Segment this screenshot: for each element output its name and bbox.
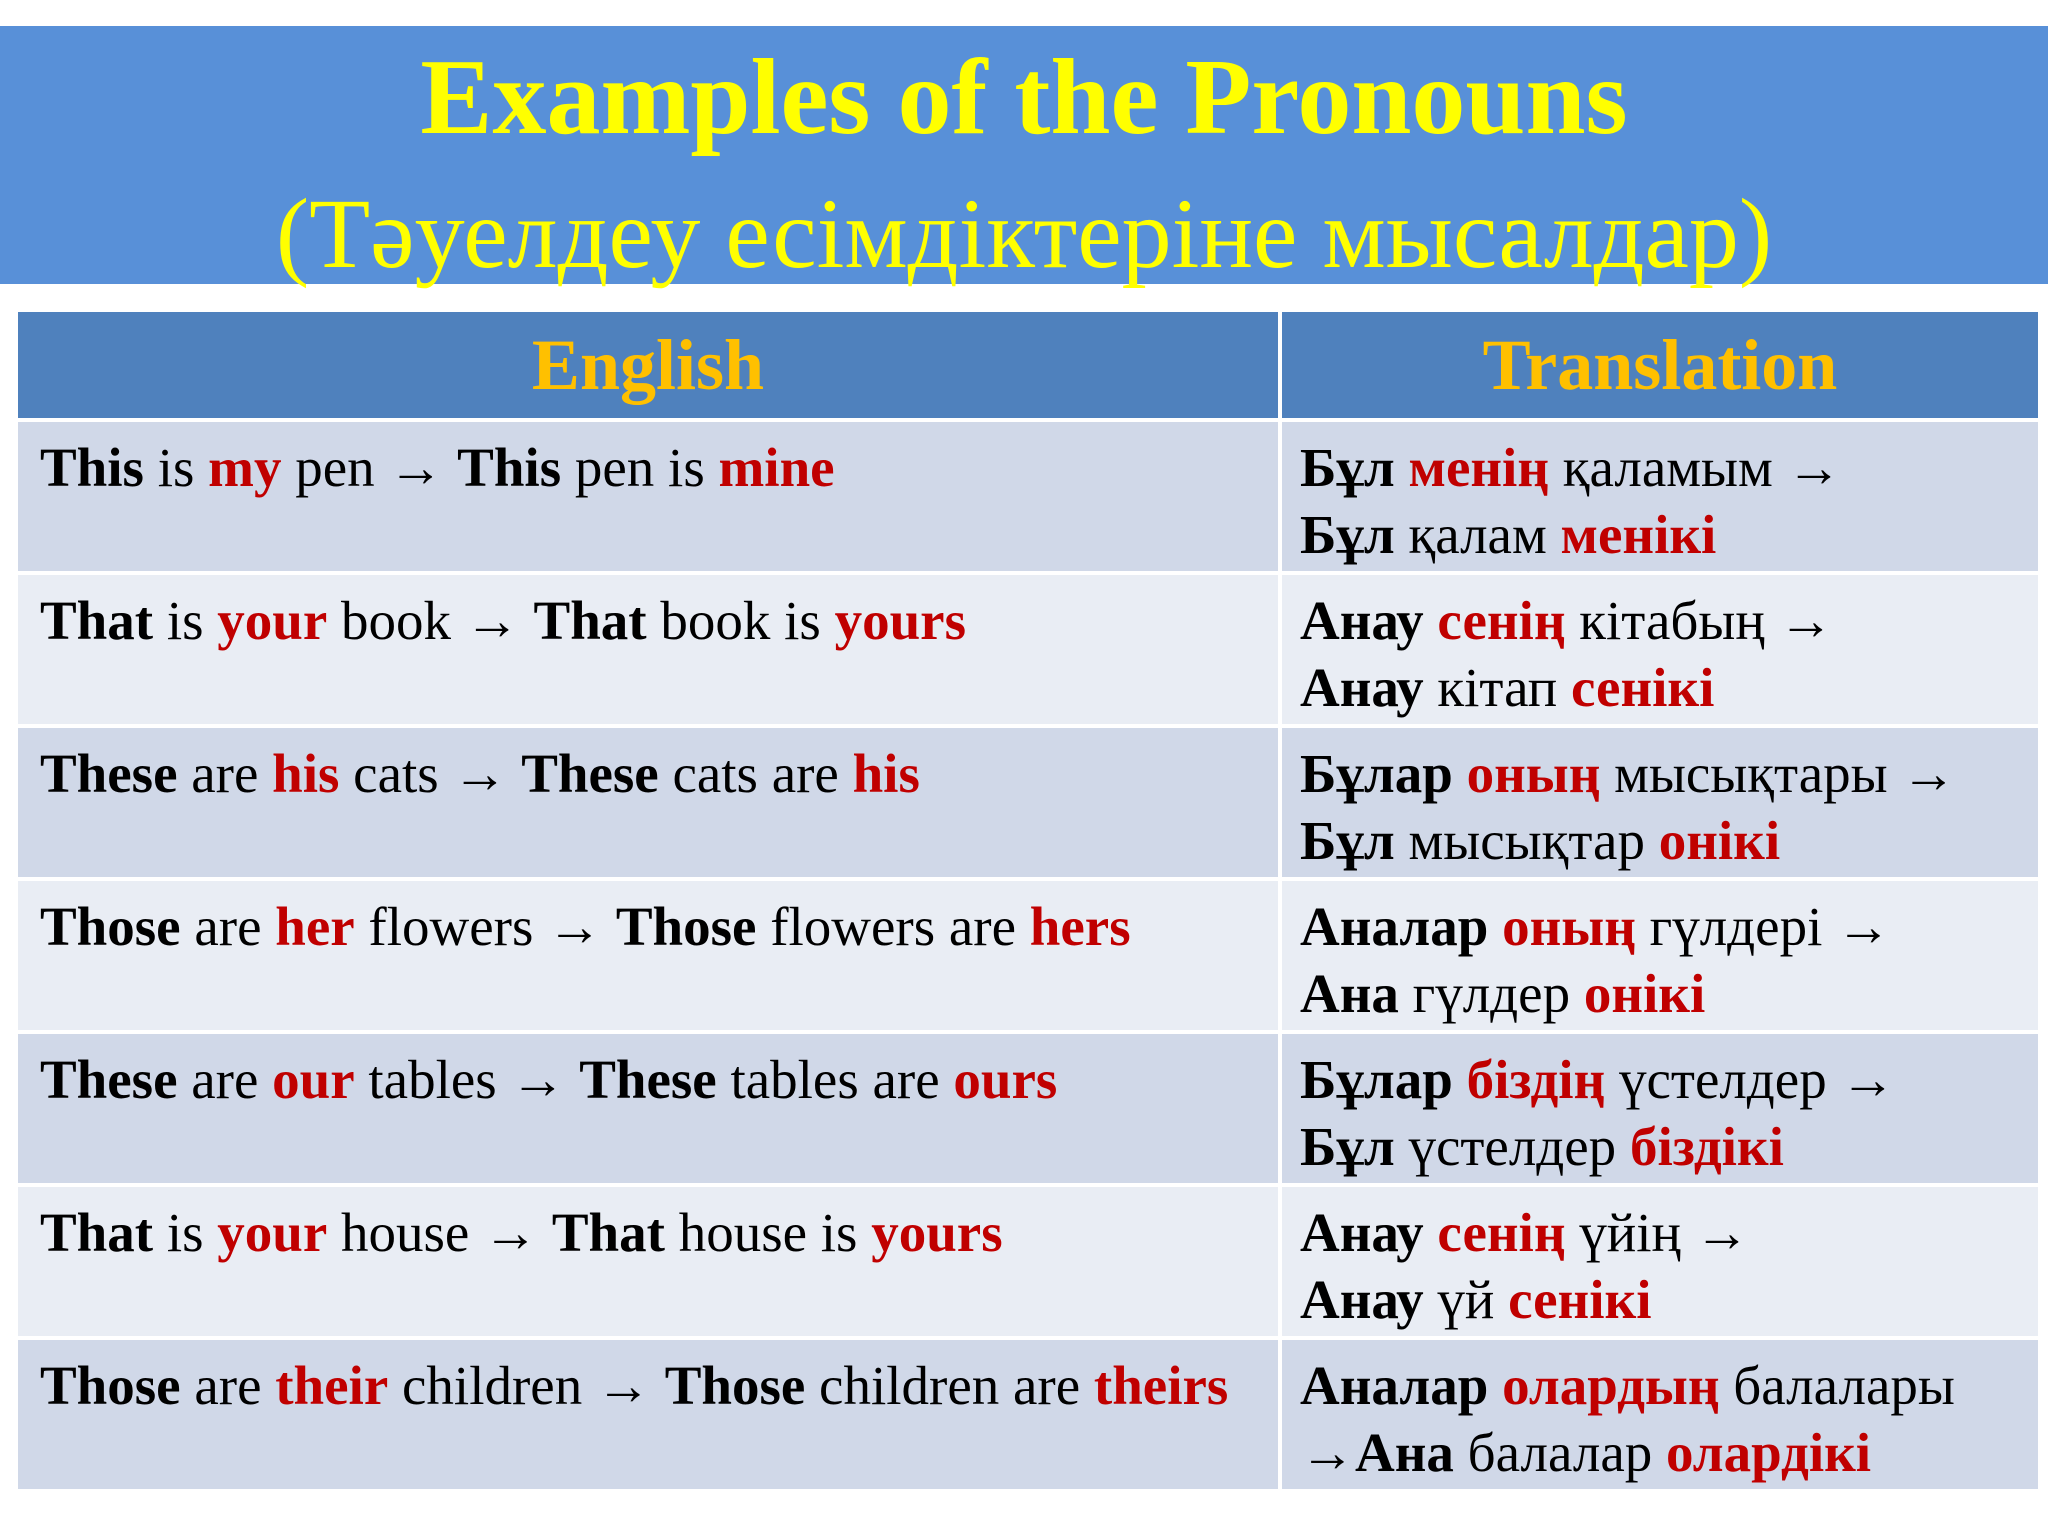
english-sentence <box>18 881 1278 960</box>
text-segment <box>1424 1202 1438 1263</box>
slide-subtitle: (Тәуелдеу есімдіктеріне мысалдар) <box>275 178 1773 289</box>
text-segment: → <box>388 437 458 498</box>
text-segment: балалары <box>1719 1355 1955 1416</box>
text-segment: are <box>180 896 276 957</box>
pronoun-highlight: олардікі <box>1666 1422 1872 1483</box>
translation-line <box>1300 893 2038 960</box>
translation-line <box>1300 501 2038 568</box>
bold-word: Ана <box>1355 1422 1454 1483</box>
text-segment: кітабың → <box>1565 590 1834 651</box>
text-segment: cats are <box>658 743 853 804</box>
translation-text <box>1282 1340 2038 1486</box>
english-cell <box>16 726 1280 879</box>
pronoun-highlight: mine <box>718 437 835 498</box>
text-segment: қаламым → <box>1549 437 1842 498</box>
english-cell <box>16 1338 1280 1491</box>
pronoun-highlight: оның <box>1502 896 1636 957</box>
text-segment: tables are <box>716 1049 954 1110</box>
translation-cell <box>1280 726 2040 879</box>
pronoun-highlight: сенікі <box>1508 1269 1652 1330</box>
pronoun-highlight: yours <box>834 590 966 651</box>
bold-word: Аналар <box>1300 1355 1489 1416</box>
pronoun-highlight: сенің <box>1437 590 1566 651</box>
text-segment: үстелдер <box>1394 1116 1630 1177</box>
english-sentence <box>18 1187 1278 1266</box>
english-cell <box>16 420 1280 573</box>
pronoun-highlight: сенікі <box>1570 657 1715 718</box>
translation-text <box>1282 422 2038 568</box>
text-segment: мысықтар <box>1394 810 1659 871</box>
text-segment: үйің → <box>1565 1202 1750 1263</box>
pronoun-highlight: their <box>275 1355 389 1416</box>
translation-cell <box>1280 573 2040 726</box>
bold-word: Бұл <box>1300 504 1395 565</box>
text-segment: кітап <box>1423 657 1571 718</box>
table-row <box>16 1032 2040 1185</box>
text-segment: → <box>452 743 522 804</box>
english-cell <box>16 1185 1280 1338</box>
text-segment: children are <box>805 1355 1094 1416</box>
english-sentence <box>18 1034 1278 1113</box>
pronoun-highlight: yours <box>871 1202 1003 1263</box>
text-segment: house is <box>664 1202 872 1263</box>
bold-word: Ана <box>1300 963 1399 1024</box>
table-row <box>16 1185 2040 1338</box>
pronoun-highlight: біздің <box>1466 1049 1606 1110</box>
english-sentence <box>18 728 1278 807</box>
text-segment: → <box>1300 1422 1355 1483</box>
text-segment: is <box>153 590 218 651</box>
bold-word: Those <box>40 896 181 957</box>
bold-word: Анау <box>1300 1202 1424 1263</box>
header-english: English <box>16 310 1280 420</box>
translation-line <box>1300 1046 2038 1113</box>
translation-line <box>1300 1266 2038 1333</box>
text-segment: are <box>180 1355 276 1416</box>
text-segment: cats <box>339 743 453 804</box>
bold-word: Бұл <box>1300 810 1395 871</box>
text-segment <box>1488 1355 1502 1416</box>
translation-line <box>1300 434 2038 501</box>
translation-line <box>1300 1419 2038 1486</box>
bold-word: Those <box>664 1355 806 1416</box>
text-segment: book is <box>646 590 835 651</box>
pronoun-highlight: онікі <box>1583 963 1706 1024</box>
bold-word: Анау <box>1300 590 1424 651</box>
english-sentence <box>18 575 1278 654</box>
text-segment <box>1395 437 1409 498</box>
pronoun-highlight: hers <box>1029 896 1131 957</box>
text-segment: pen is <box>561 437 719 498</box>
translation-text <box>1282 575 2038 721</box>
text-segment: is <box>153 1202 218 1263</box>
bold-word: Бұл <box>1300 437 1395 498</box>
pronoun-highlight: theirs <box>1093 1355 1229 1416</box>
table-row <box>16 420 2040 573</box>
table-header-row <box>16 310 2040 420</box>
english-cell <box>16 1032 1280 1185</box>
pronoun-highlight: his <box>272 743 340 804</box>
translation-line <box>1300 1113 2038 1180</box>
translation-line <box>1300 960 2038 1027</box>
text-segment <box>1424 590 1438 651</box>
text-segment <box>1453 743 1467 804</box>
english-cell <box>16 879 1280 1032</box>
text-segment <box>1488 896 1502 957</box>
translation-line <box>1300 654 2038 721</box>
translation-cell <box>1280 879 2040 1032</box>
text-segment: book <box>327 590 465 651</box>
translation-line <box>1300 587 2038 654</box>
bold-word: Those <box>615 896 757 957</box>
bold-word: These <box>579 1049 717 1110</box>
text-segment: → <box>483 1202 552 1263</box>
translation-line <box>1300 807 2038 874</box>
header-translation: Translation <box>1280 310 2040 420</box>
pronoun-highlight: my <box>208 437 282 498</box>
translation-text <box>1282 1034 2038 1180</box>
table-row <box>16 726 2040 879</box>
bold-word: Анау <box>1300 657 1424 718</box>
bold-word: That <box>551 1202 665 1263</box>
bold-word: Those <box>40 1355 181 1416</box>
bold-word: These <box>40 1049 178 1110</box>
bold-word: Бұлар <box>1300 743 1453 804</box>
text-segment: pen <box>281 437 389 498</box>
table-body <box>16 420 2040 1491</box>
pronoun-highlight: олардың <box>1502 1355 1720 1416</box>
text-segment: қалам <box>1394 504 1561 565</box>
text-segment: → <box>547 896 616 957</box>
translation-line <box>1300 1352 2038 1419</box>
translation-line <box>1300 740 2038 807</box>
pronoun-highlight: his <box>852 743 920 804</box>
translation-cell <box>1280 1338 2040 1491</box>
bold-word: That <box>40 590 154 651</box>
translation-line <box>1300 1199 2038 1266</box>
text-segment: мысықтары → <box>1600 743 1957 804</box>
text-segment: → <box>595 1355 665 1416</box>
english-sentence <box>18 1340 1278 1419</box>
text-segment: tables <box>354 1049 511 1110</box>
bold-word: Бұлар <box>1300 1049 1453 1110</box>
english-cell <box>16 573 1280 726</box>
text-segment: house <box>327 1202 484 1263</box>
translation-cell <box>1280 1185 2040 1338</box>
text-segment: балалар <box>1453 1422 1666 1483</box>
table-row <box>16 573 2040 726</box>
pronoun-highlight: ours <box>953 1049 1058 1110</box>
pronoun-highlight: менікі <box>1560 504 1717 565</box>
translation-text <box>1282 881 2038 1027</box>
translation-cell <box>1280 420 2040 573</box>
english-sentence <box>18 422 1278 501</box>
pronoun-highlight: оның <box>1466 743 1601 804</box>
bold-word: These <box>521 743 659 804</box>
bold-word: This <box>457 437 562 498</box>
table-row <box>16 1338 2040 1491</box>
translation-text <box>1282 728 2038 874</box>
slide-title: Examples of the Pronouns <box>420 38 1628 157</box>
text-segment: flowers <box>354 896 548 957</box>
pronoun-table <box>14 308 2042 1493</box>
bold-word: These <box>40 743 178 804</box>
pronoun-highlight: your <box>217 1202 328 1263</box>
table-row <box>16 879 2040 1032</box>
text-segment: → <box>464 590 534 651</box>
bold-word: That <box>40 1202 154 1263</box>
pronoun-highlight: онікі <box>1658 810 1781 871</box>
text-segment: children <box>388 1355 596 1416</box>
bold-word: That <box>533 590 647 651</box>
text-segment: flowers are <box>756 896 1030 957</box>
pronoun-highlight: your <box>217 590 328 651</box>
bold-word: Аналар <box>1300 896 1489 957</box>
bold-word: This <box>40 437 144 498</box>
text-segment: are <box>177 743 273 804</box>
bold-word: Анау <box>1300 1269 1424 1330</box>
text-segment: → <box>510 1049 580 1110</box>
text-segment: үй <box>1423 1269 1509 1330</box>
text-segment: гүлдер <box>1398 963 1584 1024</box>
text-segment <box>1453 1049 1467 1110</box>
pronoun-highlight: our <box>272 1049 355 1110</box>
pronoun-highlight: менің <box>1408 437 1550 498</box>
pronoun-highlight: сенің <box>1437 1202 1566 1263</box>
translation-text <box>1282 1187 2038 1333</box>
text-segment: гүлдері → <box>1635 896 1892 957</box>
pronoun-highlight: біздікі <box>1629 1116 1784 1177</box>
text-segment: is <box>143 437 209 498</box>
text-segment: үстелдер → <box>1605 1049 1896 1110</box>
text-segment: are <box>177 1049 273 1110</box>
pronoun-highlight: her <box>275 896 355 957</box>
bold-word: Бұл <box>1300 1116 1395 1177</box>
translation-cell <box>1280 1032 2040 1185</box>
